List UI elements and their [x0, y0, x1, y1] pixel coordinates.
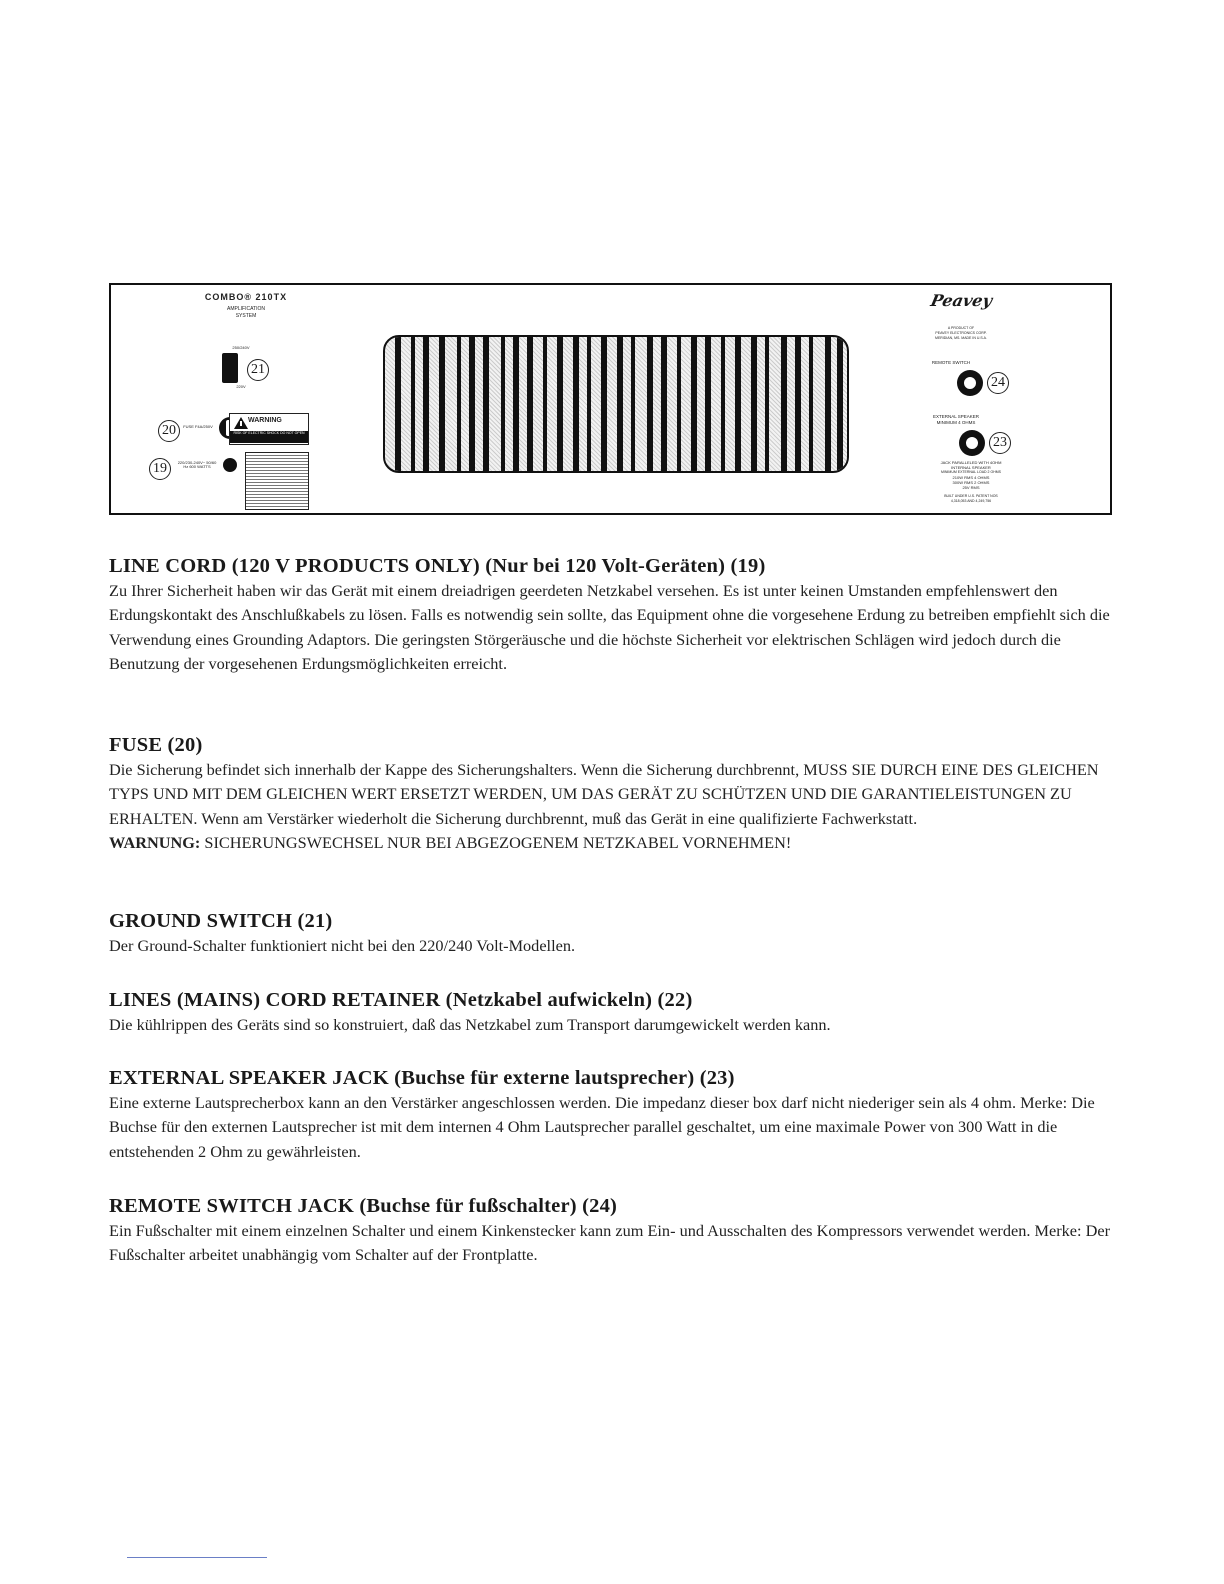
peavey-logo: Peavey [928, 291, 994, 310]
footer-rule [127, 1557, 267, 1558]
grille-fin [439, 337, 445, 471]
section-body: Zu Ihrer Sicherheit haben wir das Gerät mit einem dreiadrigen geerdeten Netzkabel versehen. Es ist unter keinen Umstanden empfehlenswert den Erdungskontakt des Anschlußkabels zu lösen. Falls es notwendig sein sollte, das Equipment ohne die vorgesehene Erdung zu betreiben empfiehlt sich die Verwendung eines Grounding Adaptors. Die geringsten Störgeräusche und die höchste Sicherheit vor elektrischen Schlägen wird jedoch durch die Benutzung der vorgesehenen Erdungsmöglichkeiten erreicht. [109, 581, 1110, 674]
callout-19: 19 [149, 458, 171, 480]
grille-fin [781, 337, 787, 471]
grille-fin [691, 337, 697, 471]
section-title: GROUND SWITCH (21) [109, 910, 333, 932]
section-body: Die Sicherung befindet sich innerhalb der Kappe des Sicherungshalters. Wenn die Sicherung durchbrennt, MUSS SIE DURCH EINE DES GLEICHEN TYPS UND MIT DEM GLEICHEN WERT ERSETZT WERDEN, UM DAS GERÄT ZU SCHÜTZEN UND DIE GARANTIELEISTUNGEN ZU ERHALTEN. Wenn am Verstärker wiederholt die Sicherung durchbrennt, muß das Gerät in eine qualifizierte Fachwerkstatt. [109, 760, 1099, 828]
grille-fin [809, 337, 813, 471]
grille-fin [825, 337, 831, 471]
callout-23: 23 [989, 432, 1011, 454]
model-subtitle-1: AMPLIFICATION [227, 306, 265, 312]
grille-fin [765, 337, 769, 471]
grille-fin [587, 337, 591, 471]
parallel-line-6: 25V RMS [962, 485, 980, 490]
grille-fin [795, 337, 801, 471]
grille-fin [617, 337, 623, 471]
callout-24: 24 [987, 372, 1009, 394]
patent-line-2: 4,318,053 AND 4,249,756 [950, 499, 992, 503]
grille-fin [483, 337, 489, 471]
ground-top-label: 250/240V [232, 345, 250, 350]
caution-text-block [245, 452, 309, 510]
grille-fin [457, 337, 461, 471]
grille-fin [721, 337, 725, 471]
callout-20: 20 [158, 420, 180, 442]
grille-fin [423, 337, 429, 471]
grille-fin [661, 337, 667, 471]
section-body: Die kühlrippen des Geräts sind so konstruiert, daß das Netzkabel zum Transport darumgewickelt werden kann. [109, 1015, 831, 1034]
grille-fin [469, 337, 475, 471]
grille-fin [751, 337, 757, 471]
warning-triangle-icon [233, 416, 249, 430]
grille-fin [501, 337, 505, 471]
section-title: FUSE (20) [109, 734, 203, 756]
ext-speaker-label-1: EXTERNAL SPEAKER [932, 414, 980, 419]
grille-fin [631, 337, 635, 471]
model-subtitle-2: SYSTEM [235, 313, 257, 319]
grille-fin [735, 337, 741, 471]
parallel-line-5: 300W RMS 2 OHMS [952, 480, 990, 485]
maker-line-2: PEAVEY ELECTRONICS CORP. [935, 331, 987, 335]
model-name: COMBO® 210TX [204, 292, 288, 302]
grille-fin [837, 337, 843, 471]
section-body: Ein Fußschalter mit einem einzelnen Schalter und einem Kinkenstecker kann zum Ein- und Ausschalten des Kompressors verwendet werden. Merke: Der Fußschalter arbeitet unabhängig vom Schalter auf der Frontplatte. [109, 1221, 1110, 1265]
warning-text: SICHERUNGSWECHSEL NUR BEI ABGEZOGENEM NETZKABEL VORNEHMEN! [200, 833, 792, 853]
fuse-warning [109, 831, 1119, 855]
remote-switch-jack [957, 370, 983, 396]
ext-speaker-label-2: MINIMUM 4 OHMS [936, 420, 976, 425]
heatsink-grille [383, 335, 849, 473]
callout-21: 21 [247, 359, 269, 381]
warning-sub: RISK OF ELECTRIC SHOCK DO NOT OPEN [230, 431, 308, 443]
section-body: Der Ground-Schalter funktioniert nicht bei den 220/240 Volt-Modellen. [109, 936, 576, 955]
grille-fin [557, 337, 563, 471]
section-ground-switch [109, 908, 1119, 958]
power-label: 220/230-240V~ 50/60 Hz 600 WATTS [177, 460, 217, 470]
warning-label-box [229, 413, 309, 445]
rear-panel-illustration [109, 283, 1112, 515]
ground-bottom-label: 220V [236, 384, 246, 389]
patent-line-1: BUILT UNDER U.S. PATENT NOS [944, 494, 998, 498]
section-cord-retainer [109, 987, 1119, 1037]
grille-fin [601, 337, 607, 471]
line-cord-inlet [223, 458, 237, 472]
section-remote-switch [109, 1193, 1119, 1268]
section-line-cord [109, 553, 1119, 677]
fuse-label: FUSE F4A/250V [183, 424, 213, 429]
section-fuse [109, 732, 1119, 856]
parallel-line-1: JACK PARALLELED WITH 4OHM [940, 460, 1002, 465]
section-title: LINES (MAINS) CORD RETAINER (Netzkabel aufwickeln) (22) [109, 989, 693, 1011]
grille-fin [395, 337, 401, 471]
maker-line-3: MERIDIAN, MS. MADE IN U.S.A. [935, 336, 987, 340]
grille-fin [411, 337, 415, 471]
section-body: Eine externe Lautsprecherbox kann an den Verstärker angeschlossen werden. Die impedanz dieser box darf nicht niederiger sein als 4 ohm. Merke: Die Buchse für den externen Lautsprecher ist mit dem internen 4 Ohm Lautsprecher parallel geschaltet, um eine maximale Power von 300 Watt in die entstehenden 2 Ohm zu gewährleisten. [109, 1093, 1095, 1161]
ext-speaker-jack [959, 430, 985, 456]
remote-switch-label: REMOTE SWITCH [931, 360, 971, 365]
section-ext-speaker [109, 1065, 1119, 1164]
grille-fin [527, 337, 533, 471]
section-title: REMOTE SWITCH JACK (Buchse für fußschalter) (24) [109, 1195, 618, 1217]
grille-fin [513, 337, 519, 471]
grille-fin [705, 337, 711, 471]
grille-fin [677, 337, 681, 471]
parallel-line-2: INTERNAL SPEAKER [951, 465, 991, 470]
maker-line-1: A PRODUCT OF [947, 326, 975, 330]
warning-label: WARNUNG: [109, 833, 201, 853]
grille-fin [573, 337, 579, 471]
section-title: EXTERNAL SPEAKER JACK (Buchse für externe lautsprecher) (23) [109, 1067, 735, 1089]
parallel-line-3: MINIMUM EXTERNAL LOAD 2 OHMS [941, 470, 1001, 474]
section-title: LINE CORD (120 V PRODUCTS ONLY) (Nur bei 120 Volt-Geräten) (19) [109, 555, 766, 577]
ground-switch [222, 353, 238, 383]
grille-fin [543, 337, 547, 471]
grille-fin [647, 337, 653, 471]
warning-title: WARNING [248, 417, 282, 424]
parallel-line-4: 210W RMS 4 OHMS [952, 475, 990, 480]
